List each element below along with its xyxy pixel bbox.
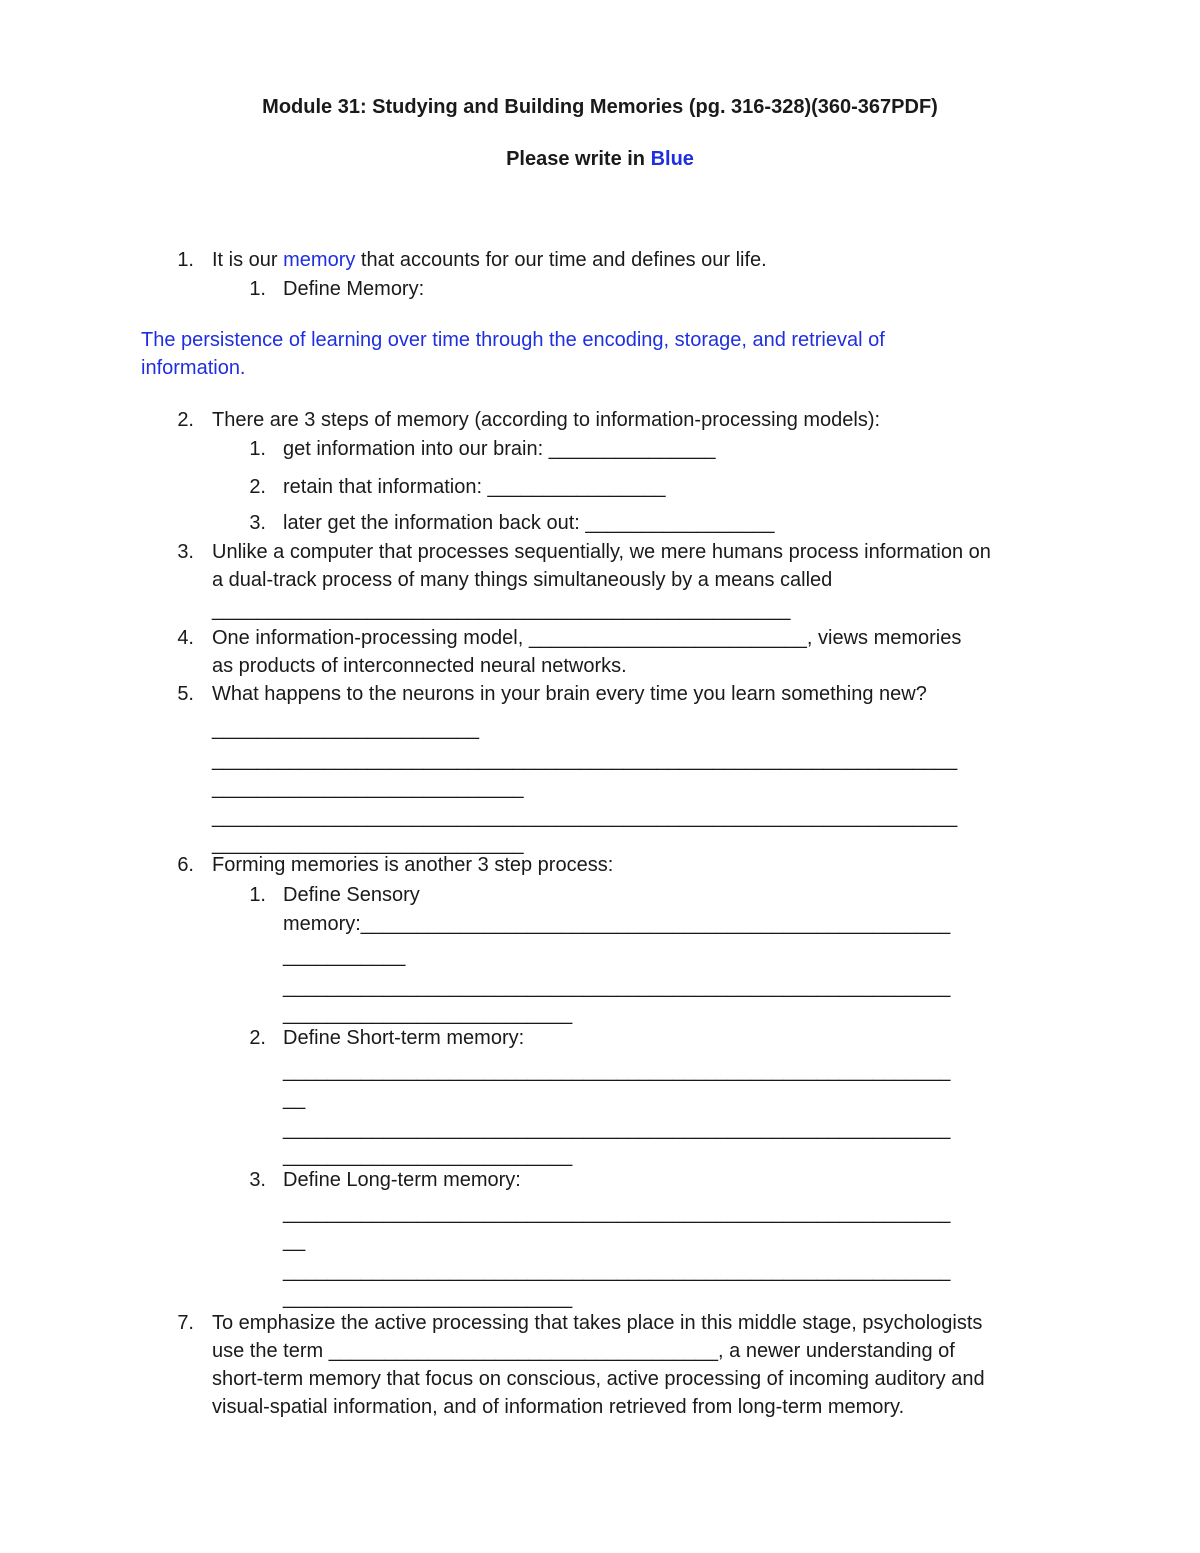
question-5-number: 5. [177,683,194,705]
question-2-item-3-text: later get the information back out: _________________ [283,512,775,534]
question-1-post: that accounts for our time and defines our life. [355,249,767,271]
question-2-number: 2. [177,409,194,431]
question-7-number: 7. [177,1312,194,1334]
question-1-sub-1-text: Define Memory: [283,278,425,300]
question-6-text: Forming memories is another 3 step process: [212,854,614,876]
question-1-sub-1-number: 1. [249,278,266,300]
question-6-number: 6. [177,854,194,876]
question-2-item-2-text: retain that information: ________________ [283,476,666,498]
question-1-text [212,246,767,274]
instruction-prefix: Please write in [506,148,651,170]
question-5-line-1: What happens to the neurons in your brain every time you learn something new? [212,683,927,705]
question-2-text: There are 3 steps of memory (according to information-processing models): [212,409,881,431]
question-4-line-1: One information-processing model, _________________________, views memories [212,627,962,649]
question-1-number: 1. [177,249,194,271]
question-3-number: 3. [177,541,194,563]
question-3-line-1: Unlike a computer that processes sequentially, we mere humans process information on [212,541,991,563]
question-7-line-1: To emphasize the active processing that takes place in this middle stage, psychologists [212,1312,983,1334]
instruction-color-word: Blue [650,148,694,170]
question-2-item-1-text: get information into our brain: _______________ [283,438,716,460]
worksheet-page: Module 31: Studying and Building Memories (pg. 316-328)(360-367PDF) Please write in Blue 1. It is our memory that accounts for our time and defines our life. 1. Define Memory: The persistence of learning over time through the encoding, storage, and retrieval of information. 2. There are 3 steps of memory (according to information-processing models): 1. get information into our brain: _______________ 2. retain that information: ________________ 3. later get the information back out: _________________ 3. Unlike a computer that processes sequentially, we mere humans process information on a dual-track process of many things simultaneously by a means called ____________________________________________________ 4. One information-processing model, _________________________, views memories as products of interconnected neural networks. 5. What happens to the neurons in your brain every time you learn something new? ________________________ ___________________________________________________________________ ____________________________ ___________________________________________________________________ ____________________________ 6. Forming memories is another 3 step process: 1. Define Sensory memory:_____________________________________________________ ___________ ____________________________________________________________ __________________________ 2. Define Short-term memory: ____________________________________________________________ __ ____________________________________________________________ __________________________ 3. Define Long-term memory: ____________________________________________________________ __ ____________________________________________________________ __________________________ 7. To emphasize the active processing that takes place in this middle stage, psychologists use the term ___________________________________, a newer understanding of short-term memory that focus on conscious, active processing of incoming auditory and visual-spatial information, and of information retrieved from long-term memory. [0,0,1200,1553]
page-title: Module 31: Studying and Building Memories (pg. 316-328)(360-367PDF) [262,96,938,118]
instruction-line [0,145,1200,173]
question-1-answer: memory [283,249,356,271]
question-4-number: 4. [177,627,194,649]
question-1-pre: It is our [212,249,284,271]
